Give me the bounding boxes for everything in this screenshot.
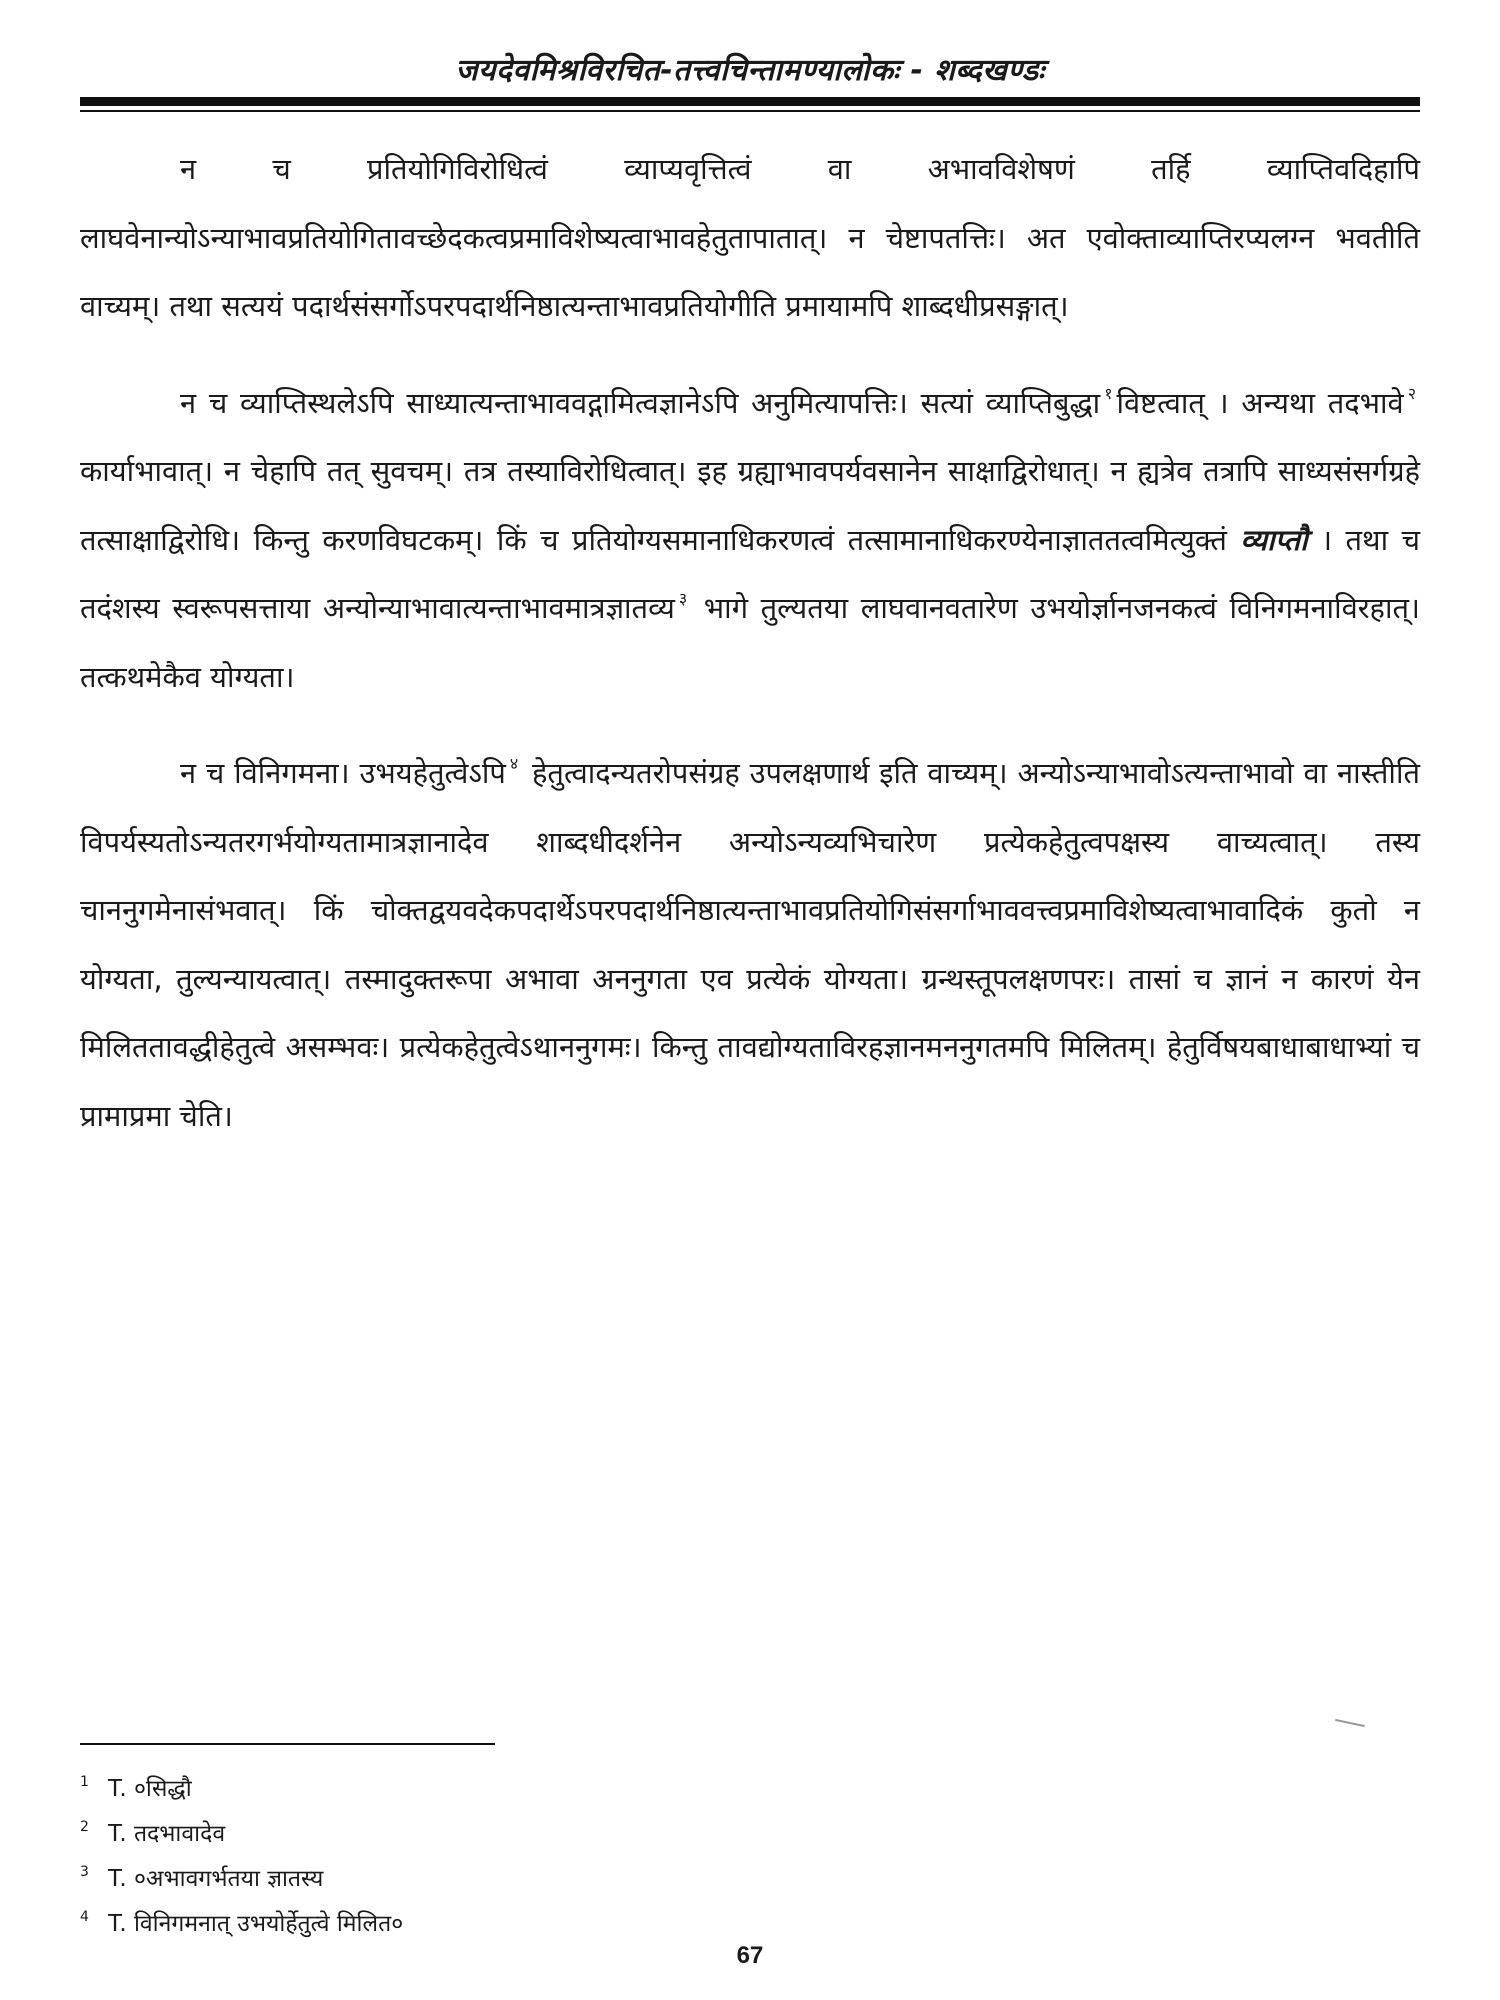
footnote-item (80, 1853, 980, 1898)
footnote-number: 3 (80, 1864, 89, 1880)
footnote-text: T. ०सिद्धौ (108, 1776, 192, 1802)
paragraph-2 (80, 369, 1420, 712)
footnote-text: T. विनिगमनात् उभयोर्हेतुत्वे मिलित० (108, 1911, 404, 1937)
footnote-ref-2: २ (1407, 383, 1417, 403)
running-header: जयदेवमिश्रविरचित-तत्त्वचिन्तामण्यालोकः - शब्दखण्डः (455, 53, 1045, 88)
footnote-item (80, 1808, 980, 1853)
footnote-rule (80, 1743, 495, 1745)
footnote-text: T. ०अभावगर्भतया ज्ञातस्य (108, 1866, 324, 1892)
paragraph-2-text-e: भागे तुल्यतया लाघवानवतारेण उभयोर्ज्ञानजनकत्वं विनिगमनाविरहात्। तत्कथमेकैव योग्यता। (80, 591, 1420, 694)
footnote-number: 2 (80, 1819, 89, 1835)
header-rule-thin (80, 110, 1420, 112)
footnote-text: T. तदभावादेव (108, 1821, 226, 1847)
footnote-number: 1 (80, 1774, 89, 1790)
paragraph-3-text-a: न च विनिगमना। उभयहेतुत्वेऽपि (180, 756, 506, 790)
footnote-number: 4 (80, 1909, 89, 1925)
paragraph-2-text-c: कार्याभावात्। न चेहापि तत् सुवचम्। तत्र तस्याविरोधित्वात्। इह ग्रह्याभावपर्यवसानेन साक्षाद्विरोधात्। न ह्यत्रेव तत्रापि साध्यसंसर्गग्रहे तत्साक्षाद्विरोधि। किन्तु करणविघटकम्। किं च प्रतियोग्यसमानाधिकरणत्वं तत्सामानाधिकरण्येनाज्ञाततत्वमित्युक्तं (80, 454, 1420, 557)
footnote-item (80, 1763, 980, 1808)
body-text (80, 135, 1420, 1178)
paragraph-1 (80, 135, 1420, 341)
paragraph-2-text-d: । तथा च तदंशस्य स्वरूपसत्ताया अन्योन्याभावात्यन्ताभावमात्रज्ञातव्य (80, 522, 1420, 625)
footnote-ref-1: १ (1104, 383, 1113, 403)
scan-mark (1335, 1719, 1365, 1727)
paragraph-2-text-b: विष्टत्वात् । अन्यथा तदभावे (1116, 385, 1404, 420)
header-rule-thick (80, 97, 1420, 106)
paragraph-3-text-b: हेतुत्वादन्यतरोपसंग्रह उपलक्षणार्थ इति वाच्यम्। अन्योऽन्याभावोऽत्यन्ताभावो वा नास्तीति विपर्यस्यतोऽन्यतरगर्भयोग्यतामात्रज्ञानादेव शाब्दधीदर्शनेन अन्योऽन्यव्यभिचारेण प्रत्येकहेतुत्वपक्षस्य वाच्यत्वात्। तस्य चाननुगमेनासंभवात्। किं चोक्तद्वयवदेकपदार्थेऽपरपदार्थनिष्ठात्यन्ताभावप्रतियोगिसंसर्गाभाववत्त्वप्रमाविशेष्यत्वाभावादिकं कुतो न योग्यता, तुल्यन्यायत्वात्। तस्मादुक्तरूपा अभावा अननुगता एव प्रत्येकं योग्यता। ग्रन्थस्तूपलक्षणपरः। तासां च ज्ञानं न कारणं येन मिलिततावद्धीहेतुत्वे असम्भवः। प्रत्येकहेतुत्वेऽथाननुगमः। किन्तु तावद्योग्यताविरहज्ञानमननुगतमपि मिलितम्। हेतुर्विषयबाधाबाधाभ्यां च प्रामाप्रमा चेति। (80, 756, 1420, 1133)
paragraph-1-text: न च प्रतियोगिविरोधित्वं व्याप्यवृत्तित्वं वा अभावविशेषणं तर्हि व्याप्तिवदिहापि लाघवेनान्योऽन्याभावप्रतियोगितावच्छेदकत्वप्रमाविशेष्यत्वाभावहेतुतापातात्। न चेष्टापतत्तिः। अत एवोक्ताव्याप्तिरप्यलग्न भवतीति वाच्यम्। तथा सत्ययं पदार्थसंसर्गोऽपरपदार्थनिष्ठात्यन्ताभावप्रतियोगीति प्रमायामपि शाब्दधीप्रसङ्गात्। (80, 152, 1420, 323)
paragraph-3 (80, 739, 1420, 1150)
emphasized-term: व्याप्तौ (1240, 522, 1308, 557)
footnote-ref-4: ४ (509, 754, 519, 773)
footnote-ref-3: ३ (678, 589, 688, 608)
page-number: 67 (736, 1942, 764, 1969)
footnotes (80, 1763, 980, 1943)
footnote-item (80, 1898, 980, 1943)
paragraph-2-text-a: न च व्याप्तिस्थलेऽपि साध्यात्यन्ताभाववद्गामित्वज्ञानेऽपि अनुमित्यापत्तिः। सत्यां व्याप्तिबुद्धा (180, 385, 1101, 420)
